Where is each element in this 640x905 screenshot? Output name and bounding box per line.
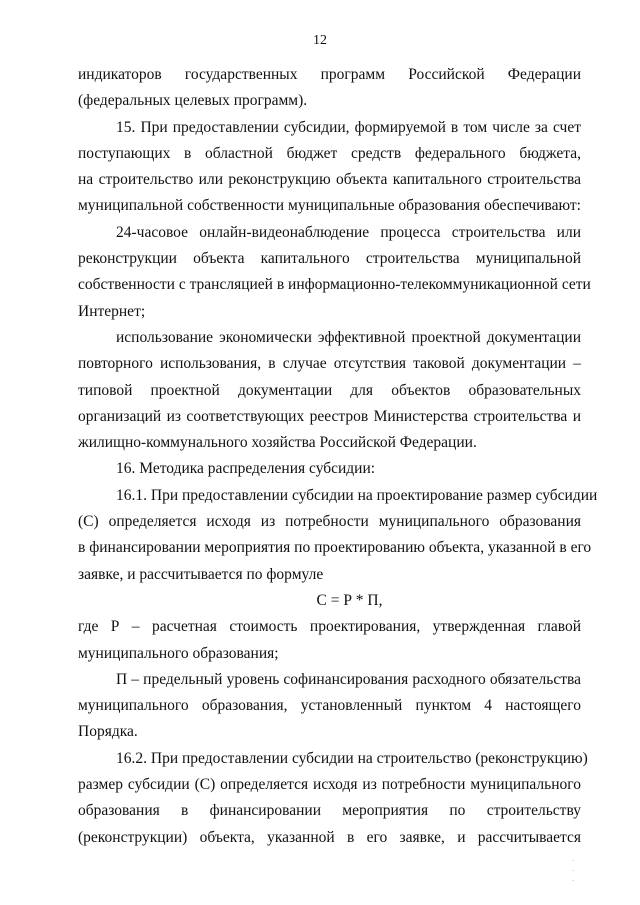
document-body — [78, 62, 598, 851]
text-line: повторного использования, в случае отсутствия таковой документации – — [78, 355, 581, 373]
text-line: типовой проектной документации для объектов образовательных — [78, 381, 581, 399]
text-line: организаций из соответствующих реестров Министерства строительства и — [78, 407, 581, 425]
scan-mark: · — [572, 877, 575, 885]
text-line: заявке, и рассчитывается по формуле — [78, 565, 324, 583]
text-line: поступающих в областной бюджет средств федерального бюджета, — [78, 144, 581, 162]
text-line: (С) определяется исходя из потребности муниципального образования — [78, 513, 581, 531]
text-line: жилищно-коммунального хозяйства Российской Федерации. — [78, 434, 477, 452]
text-line: муниципальной собственности муниципальные образования обеспечивают: — [78, 197, 581, 215]
text-line: 16.2. При предоставлении субсидии на строительство (реконструкцию) — [116, 749, 588, 767]
text-line: Интернет; — [78, 302, 146, 320]
text-line: 24-часовое онлайн-видеонаблюдение процесса строительства или — [116, 223, 581, 241]
text-line: образования в финансировании мероприятия по строительству — [78, 802, 581, 820]
text-line: Порядка. — [78, 723, 138, 741]
text-line: муниципального образования, установленный пунктом 4 настоящего — [78, 697, 581, 715]
text-line: 16. Методика распределения субсидии: — [116, 460, 376, 478]
text-line: 15. При предоставлении субсидии, формируемой в том числе за счет — [116, 118, 581, 136]
text-line: (федеральных целевых программ). — [78, 92, 308, 110]
text-line: где Р – расчетная стоимость проектирования, утвержденная главой — [78, 618, 581, 636]
scan-mark: · — [572, 867, 575, 875]
text-line: на строительство или реконструкцию объекта капитального строительства — [78, 171, 581, 189]
text-line: в финансировании мероприятия по проектированию объекта, указанной в его — [78, 539, 592, 557]
text-line: П – предельный уровень софинансирования расходного обязательства — [116, 670, 581, 688]
text-line: индикаторов государственных программ Российской Федерации — [78, 66, 581, 83]
scan-mark: · — [572, 857, 575, 865]
text-line: размер субсидии (С) определяется исходя из потребности муниципального — [78, 776, 581, 794]
text-line: реконструкции объекта капитального строительства муниципальной — [78, 250, 581, 268]
page-number: 12 — [313, 33, 327, 48]
text-line: 16.1. При предоставлении субсидии на проектирование размер субсидии — [116, 486, 598, 504]
formula: С = Р * П, — [316, 591, 383, 609]
text-line: (реконструкции) объекта, указанной в его заявке, и рассчитывается — [78, 828, 581, 846]
text-line: муниципального образования; — [78, 644, 279, 662]
text-line: собственности с трансляцией в информационно-телекоммуникационной сети — [78, 276, 591, 294]
text-line: использование экономически эффективной проектной документации — [116, 328, 581, 346]
